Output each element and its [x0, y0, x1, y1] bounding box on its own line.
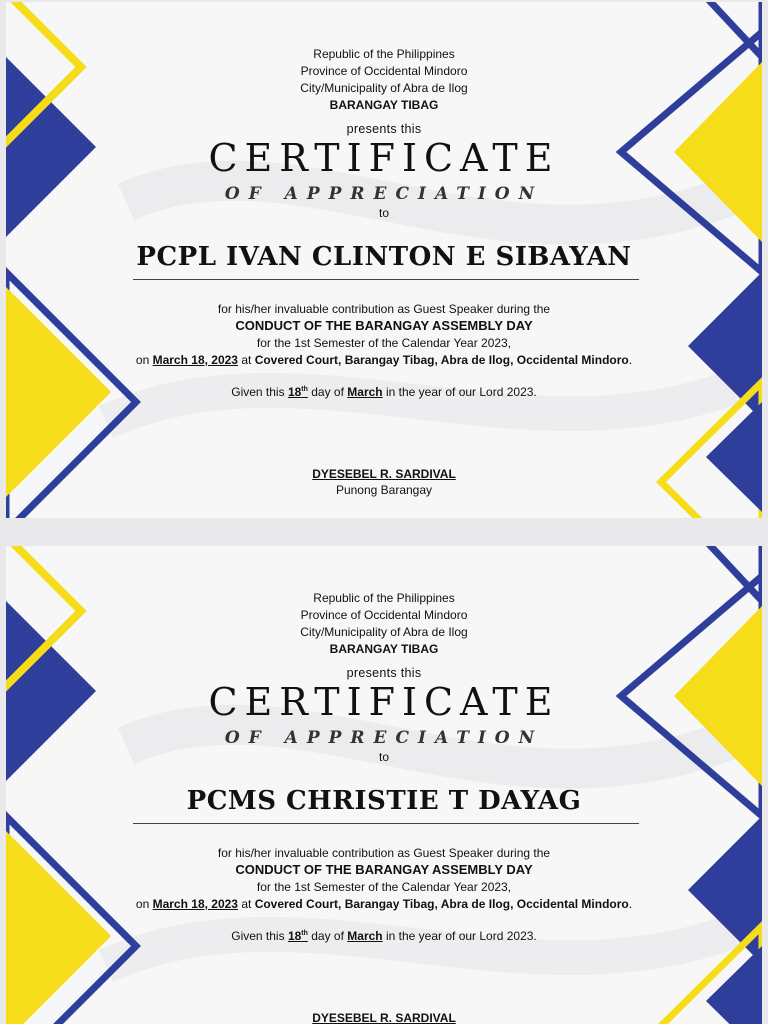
- period-text: .: [628, 897, 633, 911]
- event-name: CONDUCT OF THE BARANGAY ASSEMBLY DAY: [235, 318, 533, 333]
- given-suffix: in the year of our Lord 2023.: [385, 929, 537, 943]
- given-prefix: Given this: [231, 385, 285, 399]
- to-text: to: [378, 750, 389, 764]
- period-text: .: [628, 353, 633, 367]
- certificate-subtitle: OF APPRECIATION: [224, 184, 544, 204]
- given-month: March: [347, 929, 383, 943]
- signatory-name: DYESEBEL R. SARDIVAL: [312, 1011, 456, 1024]
- barangay-text: BARANGAY TIBAG: [329, 98, 439, 112]
- barangay-text: BARANGAY TIBAG: [329, 642, 439, 656]
- given-prefix: Given this: [231, 929, 285, 943]
- date-venue-line: [6, 353, 762, 367]
- province-text: Province of Occidental Mindoro: [300, 64, 468, 78]
- given-month: March: [347, 385, 383, 399]
- on-text: on: [135, 897, 150, 911]
- certificate-2: [6, 546, 762, 1024]
- certificate-subtitle: OF APPRECIATION: [224, 728, 544, 748]
- event-date: March 18, 2023: [152, 353, 238, 367]
- semester-text: for the 1st Semester of the Calendar Year 2023,: [256, 336, 512, 350]
- day-suffix: th: [301, 386, 308, 393]
- to-text: to: [378, 206, 389, 220]
- date-venue-line: [6, 897, 762, 911]
- day-of-text: day of: [311, 929, 344, 943]
- signatory-name: DYESEBEL R. SARDIVAL: [312, 467, 456, 481]
- recipient-name: PCMS CHRISTIE T DAYAG: [186, 786, 582, 816]
- republic-text: Republic of the Philippines: [313, 591, 455, 605]
- municipality-text: City/Municipality of Abra de Ilog: [300, 81, 468, 95]
- given-day: 18: [287, 385, 302, 399]
- presents-text: presents this: [346, 666, 422, 680]
- day-suffix: th: [301, 930, 308, 937]
- given-line: [6, 929, 762, 943]
- at-text: at: [241, 897, 252, 911]
- venue-text: Covered Court, Barangay Tibag, Abra de Ilog, Occidental Mindoro: [254, 897, 629, 911]
- certificate-title: CERTIFICATE: [208, 136, 560, 180]
- certificate-1: [6, 2, 762, 518]
- venue-text: Covered Court, Barangay Tibag, Abra de Ilog, Occidental Mindoro: [254, 353, 629, 367]
- signatory-title: Punong Barangay: [335, 483, 433, 497]
- republic-text: Republic of the Philippines: [313, 47, 455, 61]
- semester-text: for the 1st Semester of the Calendar Year 2023,: [256, 880, 512, 894]
- name-underline: [133, 279, 639, 280]
- province-text: Province of Occidental Mindoro: [300, 608, 468, 622]
- certificate-title: CERTIFICATE: [208, 680, 560, 724]
- at-text: at: [241, 353, 252, 367]
- event-date: March 18, 2023: [152, 897, 238, 911]
- header-block: [6, 590, 762, 658]
- given-suffix: in the year of our Lord 2023.: [385, 385, 537, 399]
- on-text: on: [135, 353, 150, 367]
- recipient-name: PCPL IVAN CLINTON E SIBAYAN: [136, 242, 632, 272]
- presents-text: presents this: [346, 122, 422, 136]
- given-line: [6, 385, 762, 399]
- header-block: [6, 46, 762, 114]
- event-name: CONDUCT OF THE BARANGAY ASSEMBLY DAY: [235, 862, 533, 877]
- municipality-text: City/Municipality of Abra de Ilog: [300, 625, 468, 639]
- contribution-text: for his/her invaluable contribution as Guest Speaker during the: [217, 302, 551, 316]
- name-underline: [133, 823, 639, 824]
- given-day: 18: [287, 929, 302, 943]
- day-of-text: day of: [311, 385, 344, 399]
- contribution-text: for his/her invaluable contribution as Guest Speaker during the: [217, 846, 551, 860]
